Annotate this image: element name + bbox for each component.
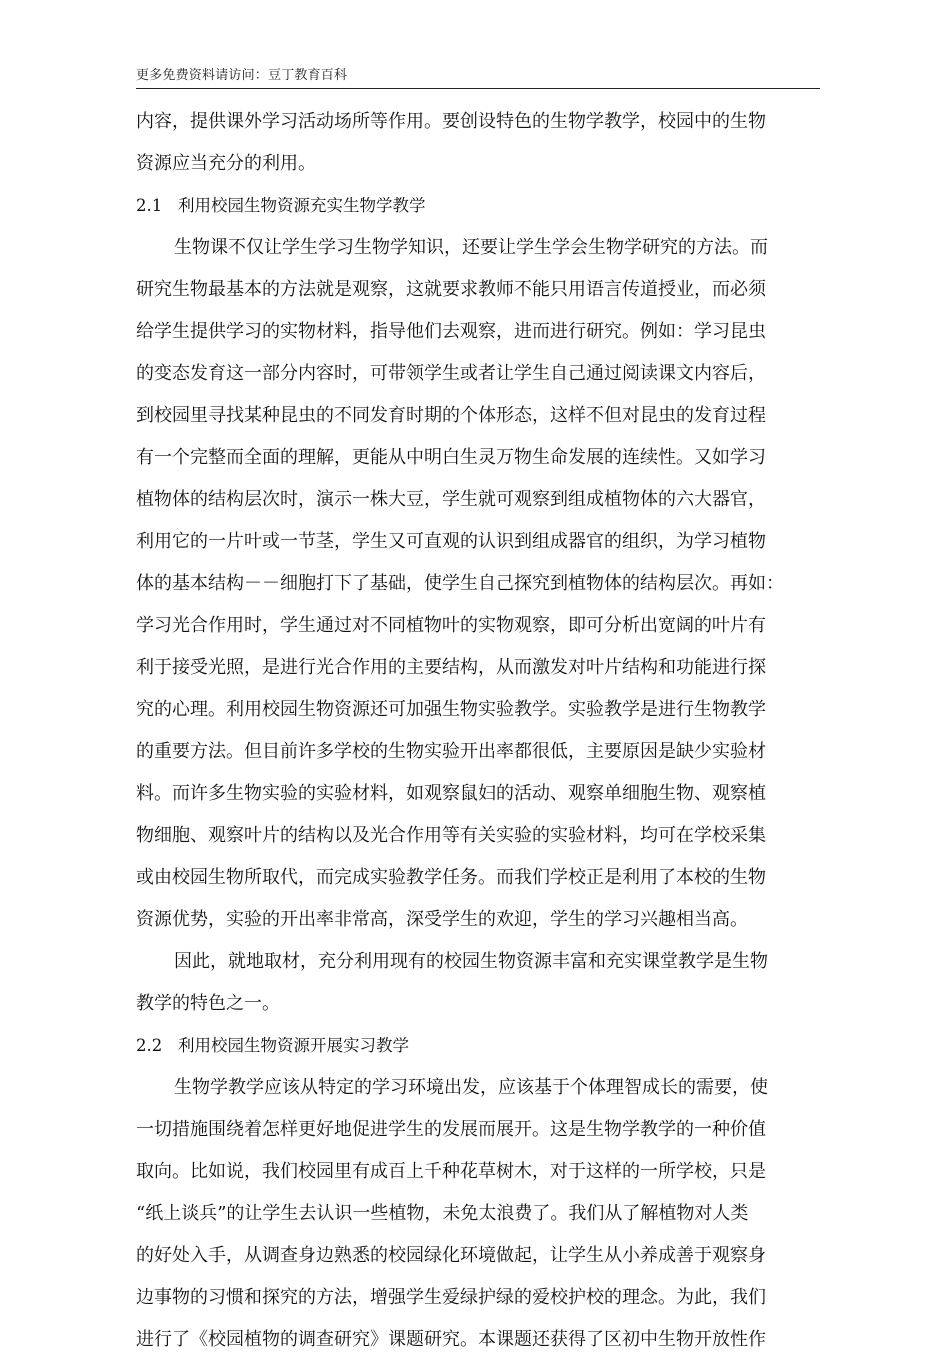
section-heading-2-2 bbox=[136, 1025, 816, 1067]
text-line: 到校园里寻找某种昆虫的不同发育时期的个体形态，这样不但对昆虫的发育过程 bbox=[136, 405, 766, 426]
text-line: 有一个完整而全面的理解，更能从中明白生灵万物生命发展的连续性。又如学习 bbox=[136, 447, 766, 468]
text-line: 或由校园生物所取代，而完成实验教学任务。而我们学校正是利用了本校的生物 bbox=[136, 867, 766, 888]
header-text: 更多免费资料请访问：豆丁教育百科 bbox=[136, 68, 348, 83]
text-line: 利用它的一片叶或一节茎，学生又可直观的认识到组成器官的组织，为学习植物 bbox=[136, 531, 766, 552]
paragraph-first-line: 生物学教学应该从特定的学习环境出发，应该基于个体理智成长的需要，使 bbox=[174, 1077, 768, 1098]
text-line: 取向。比如说，我们校园里有成百上千种花草树木，对于这样的一所学校，只是 bbox=[136, 1161, 766, 1182]
section-number: 2.2 bbox=[136, 1036, 163, 1055]
text-line: 的重要方法。但目前许多学校的生物实验开出率都很低，主要原因是缺少实验材 bbox=[136, 741, 766, 762]
text-line: 学习光合作用时，学生通过对不同植物叶的实物观察，即可分析出宽阔的叶片有 bbox=[136, 615, 766, 636]
page-header bbox=[136, 66, 820, 89]
text-line: 的变态发育这一部分内容时，可带领学生或者让学生自己通过阅读课文内容后， bbox=[136, 363, 766, 384]
document-body bbox=[136, 101, 816, 1361]
text-line: 究的心理。利用校园生物资源还可加强生物实验教学。实验教学是进行生物教学 bbox=[136, 699, 766, 720]
text-line: 给学生提供学习的实物材料，指导他们去观察，进而进行研究。例如：学习昆虫 bbox=[136, 321, 766, 342]
text-line: 资源应当充分的利用。 bbox=[136, 153, 316, 174]
text-line: 一切措施围绕着怎样更好地促进学生的发展而展开。这是生物学教学的一种价值 bbox=[136, 1119, 766, 1140]
text-line: 的好处入手，从调查身边熟悉的校园绿化环境做起，让学生从小养成善于观察身 bbox=[136, 1245, 766, 1266]
section-number: 2.1 bbox=[136, 196, 163, 215]
text-line: “纸上谈兵”的让学生去认识一些植物，未免太浪费了。我们从了解植物对人类 bbox=[136, 1203, 749, 1224]
paragraph-first-line: 因此，就地取材，充分利用现有的校园生物资源丰富和充实课堂教学是生物 bbox=[174, 951, 768, 972]
text-line: 物细胞、观察叶片的结构以及光合作用等有关实验的实验材料，均可在学校采集 bbox=[136, 825, 766, 846]
text-line: 内容，提供课外学习活动场所等作用。要创设特色的生物学教学，校园中的生物 bbox=[136, 111, 766, 132]
paragraph-first-line: 生物课不仅让学生学习生物学知识，还要让学生学会生物学研究的方法。而 bbox=[174, 237, 768, 258]
section-heading-2-1 bbox=[136, 185, 816, 227]
text-line: 植物体的结构层次时，演示一株大豆，学生就可观察到组成植物体的六大器官， bbox=[136, 489, 766, 510]
text-line: 体的基本结构－－细胞打下了基础，使学生自己探究到植物体的结构层次。再如： bbox=[136, 573, 784, 594]
section-title: 利用校园生物资源开展实习教学 bbox=[178, 1036, 409, 1055]
text-line: 料。而许多生物实验的实验材料，如观察鼠妇的活动、观察单细胞生物、观察植 bbox=[136, 783, 766, 804]
text-line: 教学的特色之一。 bbox=[136, 993, 280, 1014]
text-line: 进行了《校园植物的调查研究》课题研究。本课题还获得了区初中生物开放性作 bbox=[136, 1329, 766, 1350]
text-line: 边事物的习惯和探究的方法，增强学生爱绿护绿的爱校护校的理念。为此，我们 bbox=[136, 1287, 766, 1308]
section-title: 利用校园生物资源充实生物学教学 bbox=[178, 196, 426, 215]
text-line: 利于接受光照，是进行光合作用的主要结构，从而激发对叶片结构和功能进行探 bbox=[136, 657, 766, 678]
text-line: 研究生物最基本的方法就是观察，这就要求教师不能只用语言传道授业，而必须 bbox=[136, 279, 766, 300]
text-line: 资源优势，实验的开出率非常高，深受学生的欢迎，学生的学习兴趣相当高。 bbox=[136, 909, 748, 930]
